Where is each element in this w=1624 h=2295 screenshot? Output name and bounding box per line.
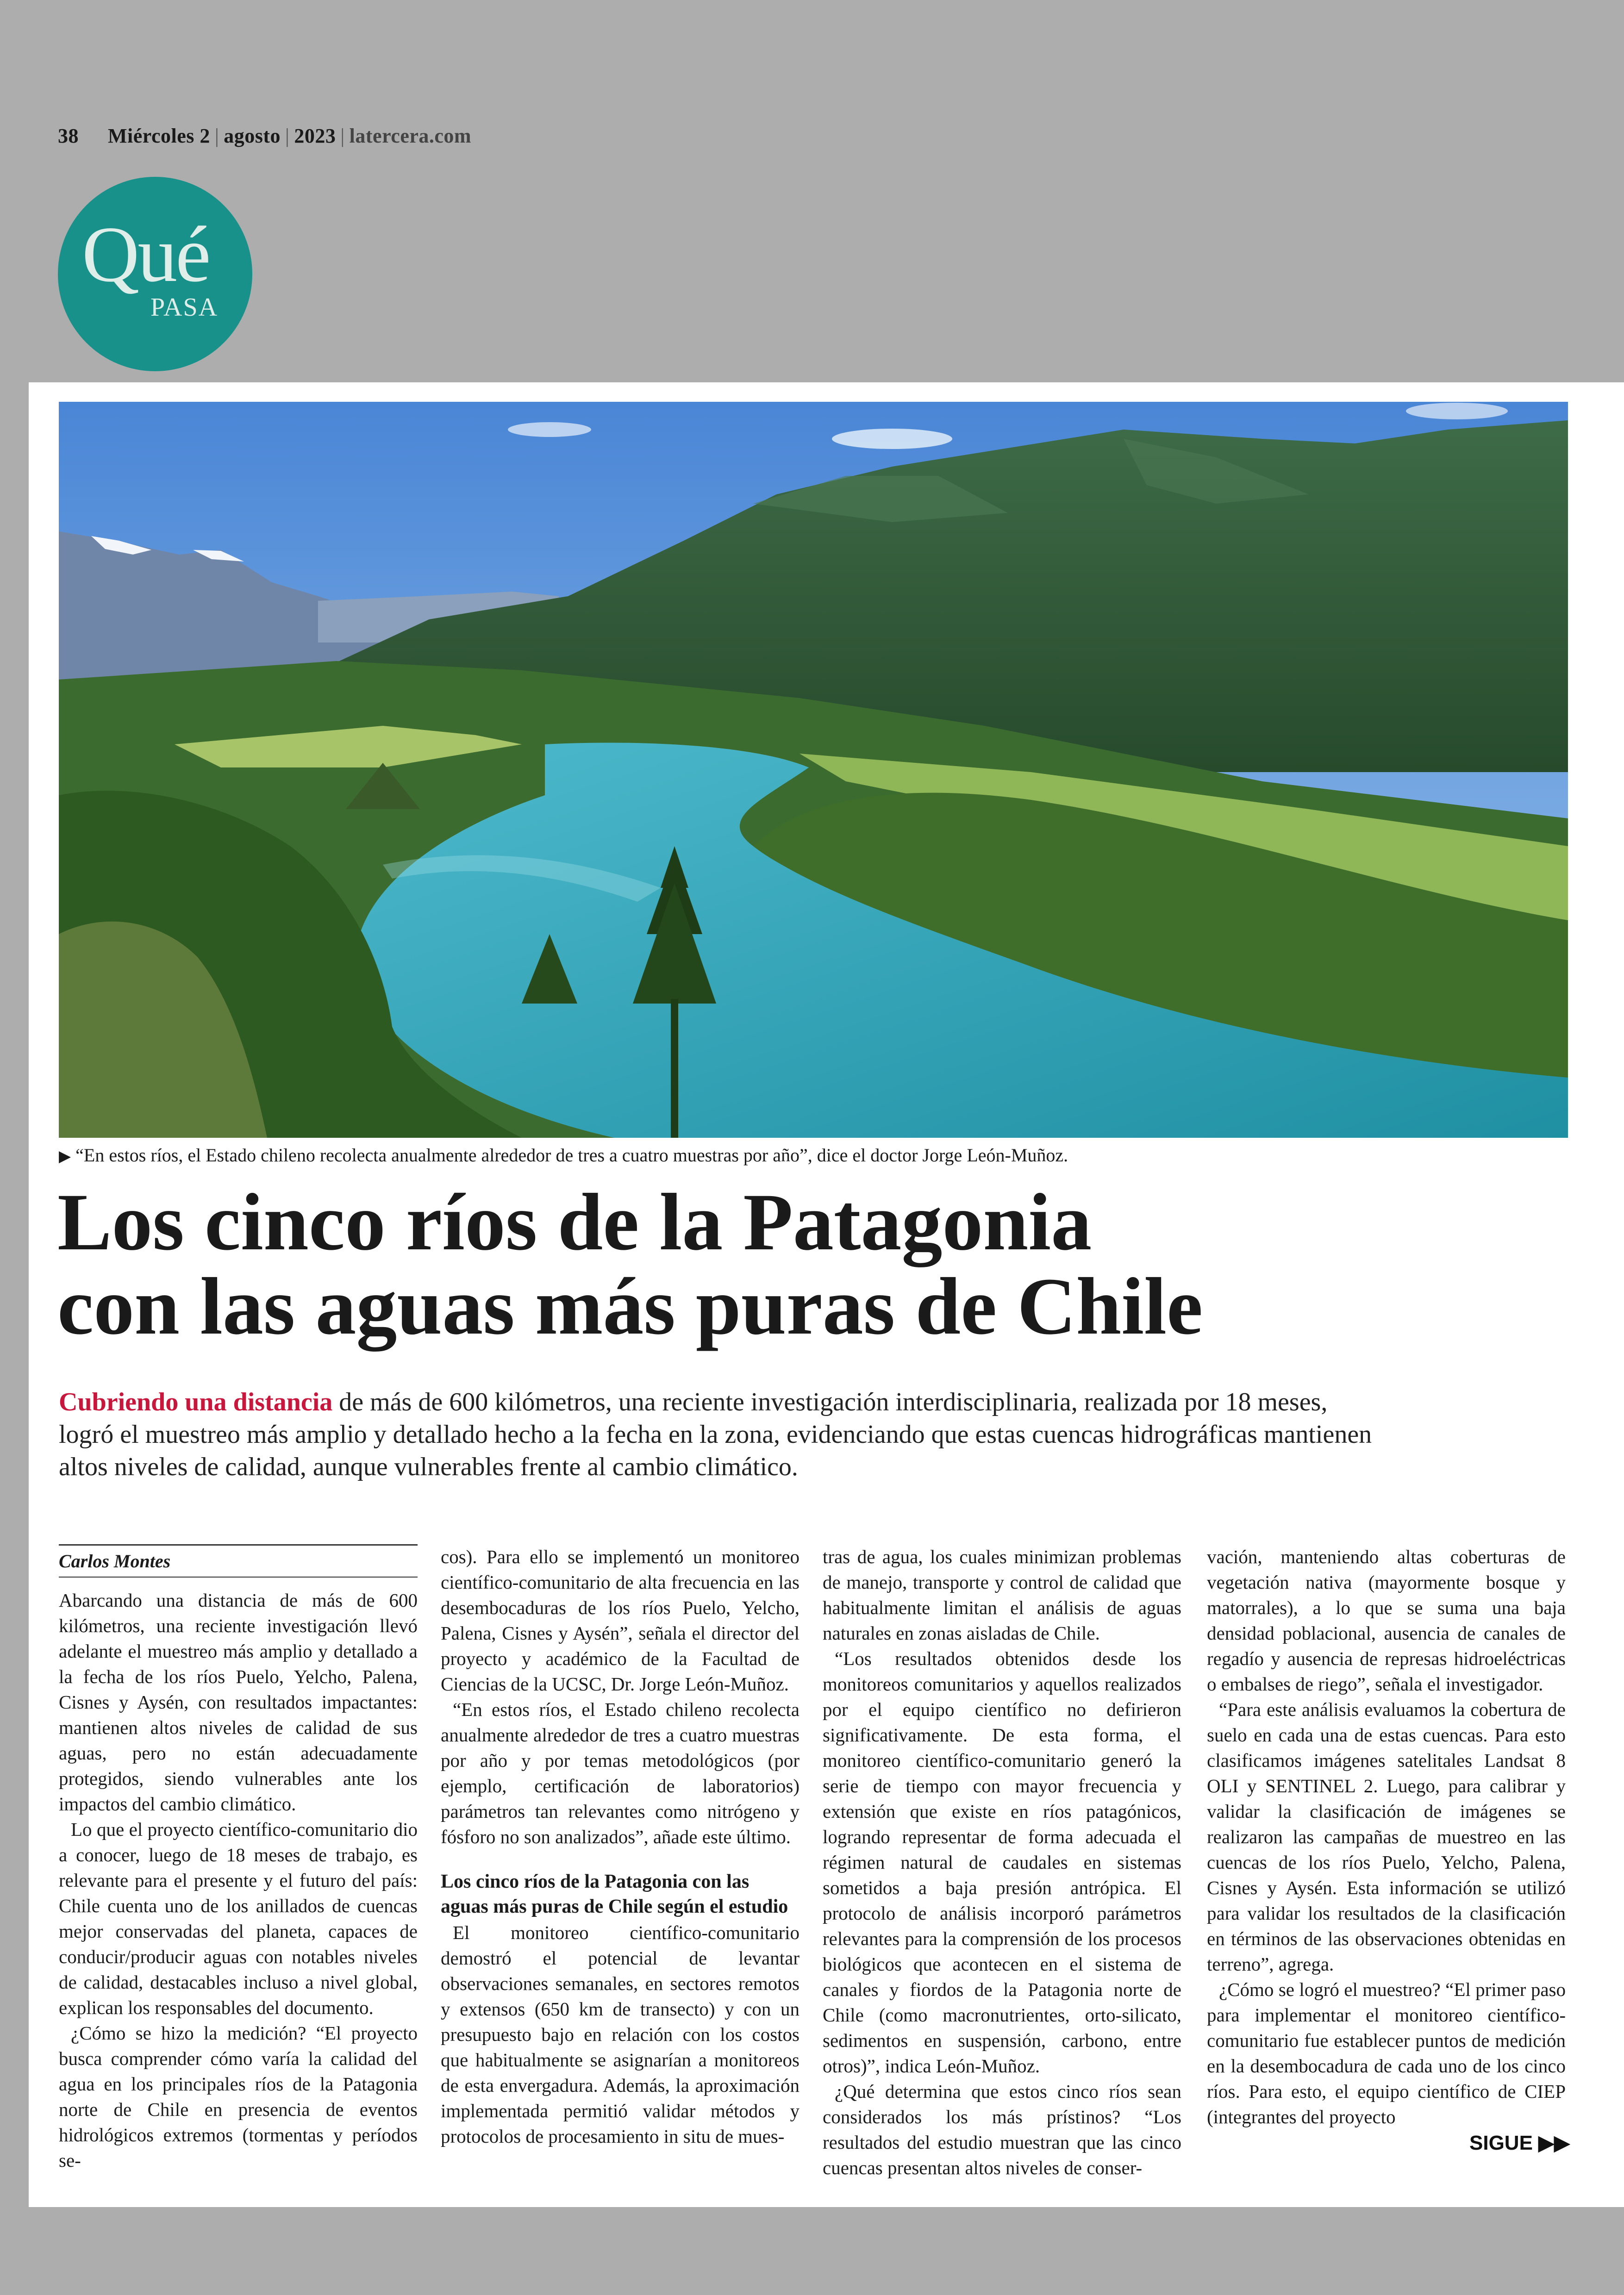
paragraph: ¿Cómo se hizo la medición? “El proyecto busca comprender cómo varía la calidad del agua en los principales ríos de la Patagonia norte de Chile en presencia de eventos hidrológicos extremos (tormentas y períodos se- bbox=[59, 2022, 418, 2171]
caption-text: “En estos ríos, el Estado chileno recolecta anualmente alrededor de tres a cuatro muestras por año”, dice el doctor Jorge León-Muñoz. bbox=[75, 1145, 1068, 1166]
byline: Carlos Montes bbox=[59, 1544, 418, 1578]
site-link[interactable]: latercera.com bbox=[349, 125, 472, 147]
continue-link[interactable]: SIGUE ▶▶ bbox=[1469, 2132, 1570, 2154]
article-column-3 bbox=[823, 1544, 1181, 2181]
paragraph: “Los resultados obtenidos desde los monitoreos comunitarios y aquellos realizados por el equipo científico no defirieron significativamente. De esta forma, el monitoreo científico-comunitario generó la serie de tiempo con mayor frecuencia y extensión que existe en ríos patagónicos, logrando representar de forma adecuada el régimen natural de caudales en sistemas sometidos a baja presión antrópica. El protocolo de análisis incorporó parámetros relevantes para la comprensión de los procesos biológicos que acontecen en el sistema de canales y fiordos de la Patagonia norte de Chile (como macronutrientes, orto-silicato, sedimentos en suspensión, carbono, entre otros)”, indica León-Muñoz. bbox=[823, 1648, 1181, 2077]
article-column-2 bbox=[441, 1544, 800, 2149]
article-panel bbox=[29, 382, 1624, 2207]
logo-sub-text: PASA bbox=[150, 293, 219, 322]
paragraph: ¿Cómo se logró el muestreo? “El primer paso para implementar el monitoreo científico-comunitario fue establecer puntos de medición en la desembocadura de cada uno de los cinco ríos. Para esto, el equipo científico de CIEP (integrantes del proyecto bbox=[1207, 1979, 1566, 2127]
paragraph: “En estos ríos, el Estado chileno recolecta anualmente alrededor de tres a cuatro muestras por año y por temas metodológicos (por ejemplo, certificación de laboratorios) parámetros tan relevantes como nitrógeno y fósforo no son analizados”, añade este último. bbox=[441, 1699, 800, 1847]
que-pasa-logo bbox=[58, 177, 252, 371]
article-lead bbox=[59, 1386, 1383, 1483]
page-number: 38 bbox=[58, 125, 79, 147]
date-year: 2023 bbox=[294, 125, 336, 147]
paragraph: Lo que el proyecto científico-comunitario dio a conocer, luego de 18 meses de trabajo, es relevante para el presente y el futuro del país: Chile cuenta uno de los anillados de cuencas mejor conservadas del planeta, capaces de conducir/producir aguas con notables niveles de calidad, destacables incluso a nivel global, explican los responsables del documento. bbox=[59, 1819, 418, 2018]
logo-main-text: Qué bbox=[82, 211, 209, 299]
date-month: agosto bbox=[224, 125, 281, 147]
photo-caption bbox=[59, 1144, 1568, 1166]
article-column-1 bbox=[59, 1544, 418, 2173]
lead-text: de más de 600 kilómetros, una reciente investigación interdisciplinaria, realizada por 18 meses, logró el muestreo más amplio y detallado hecho a la fecha en la zona, evidenciando que estas cuencas hidrográficas mantienen altos niveles de calidad, aunque vulnerables frente al cambio climático. bbox=[59, 1388, 1372, 1481]
title-line-2: con las aguas más puras de Chile bbox=[57, 1261, 1203, 1352]
paragraph: tras de agua, los cuales minimizan problemas de manejo, transporte y control de calidad que habitualmente limitan el análisis de aguas naturales en zonas aisladas de Chile. bbox=[823, 1546, 1181, 1644]
paragraph: cos). Para ello se implementó un monitoreo científico-comunitario de alta frecuencia en las desembocaduras de los ríos Puelo, Yelcho, Palena, Cisnes y Aysén”, señala el director del proyecto y académico de la Facultad de Ciencias de la UCSC, Dr. Jorge León-Muñoz. bbox=[441, 1546, 800, 1695]
caption-arrow-icon: ▶ bbox=[59, 1148, 71, 1165]
paragraph: Abarcando una distancia de más de 600 kilómetros, una reciente investigación llevó adelante el muestreo más amplio y detallado a la fecha de los ríos Puelo, Yelcho, Palena, Cisnes y Aysén, con resultados impactantes: mantienen altos niveles de calidad de sus aguas, pero no están adecuadamente protegidos, siendo vulnerables ante los impactos del cambio climático. bbox=[59, 1590, 418, 1815]
paragraph: El monitoreo científico-comunitario demostró el potencial de levantar observaciones semanales, en sectores remotos y extensos (650 km de transecto) y con un presupuesto bajo en relación con los costos que habitualmente se asignarían a monitoreos de esta envergadura. Además, la aproximación implementada permitió validar métodos y protocolos de procesamiento in situ de mues- bbox=[441, 1922, 800, 2147]
section-subhead: Los cinco ríos de la Patagonia con las aguas más puras de Chile según el estudio bbox=[441, 1871, 788, 1917]
paragraph: ¿Qué determina que estos cinco ríos sean considerados los más prístinos? “Los resultados del estudio muestran que las cinco cuencas presentan altos niveles de conser- bbox=[823, 2081, 1181, 2178]
date-day: Miércoles 2 bbox=[108, 125, 210, 147]
title-line-1: Los cinco ríos de la Patagonia bbox=[57, 1177, 1092, 1267]
article-title bbox=[57, 1177, 1585, 1352]
page-header: 38 Miércoles 2 | agosto | 2023 | latercera.com bbox=[58, 125, 472, 147]
article-column-4 bbox=[1207, 1544, 1566, 2130]
paragraph: “Para este análisis evaluamos la cobertura de suelo en cada una de estas cuencas. Para esto clasificamos imágenes satelitales Landsat 8 OLI y SENTINEL 2. Luego, para calibrar y validar la clasificación de imágenes se realizaron las campañas de muestreo en las cuencas de los ríos Puelo, Yelcho, Palena, Cisnes y Aysén. Esta información se utilizó para validar los resultados de la clasificación en términos de las observaciones obtenidas en terreno”, agrega. bbox=[1207, 1699, 1566, 1975]
paragraph: vación, manteniendo altas coberturas de vegetación nativa (mayormente bosque y matorrales), a lo que se suma una baja densidad poblacional, ausencia de canales de regadío y ausencia de represas hidroeléctricas o embalses de riego”, señala el investigador. bbox=[1207, 1546, 1566, 1695]
lead-highlight: Cubriendo una distancia bbox=[59, 1388, 333, 1416]
river-landscape-photo bbox=[59, 402, 1568, 1138]
